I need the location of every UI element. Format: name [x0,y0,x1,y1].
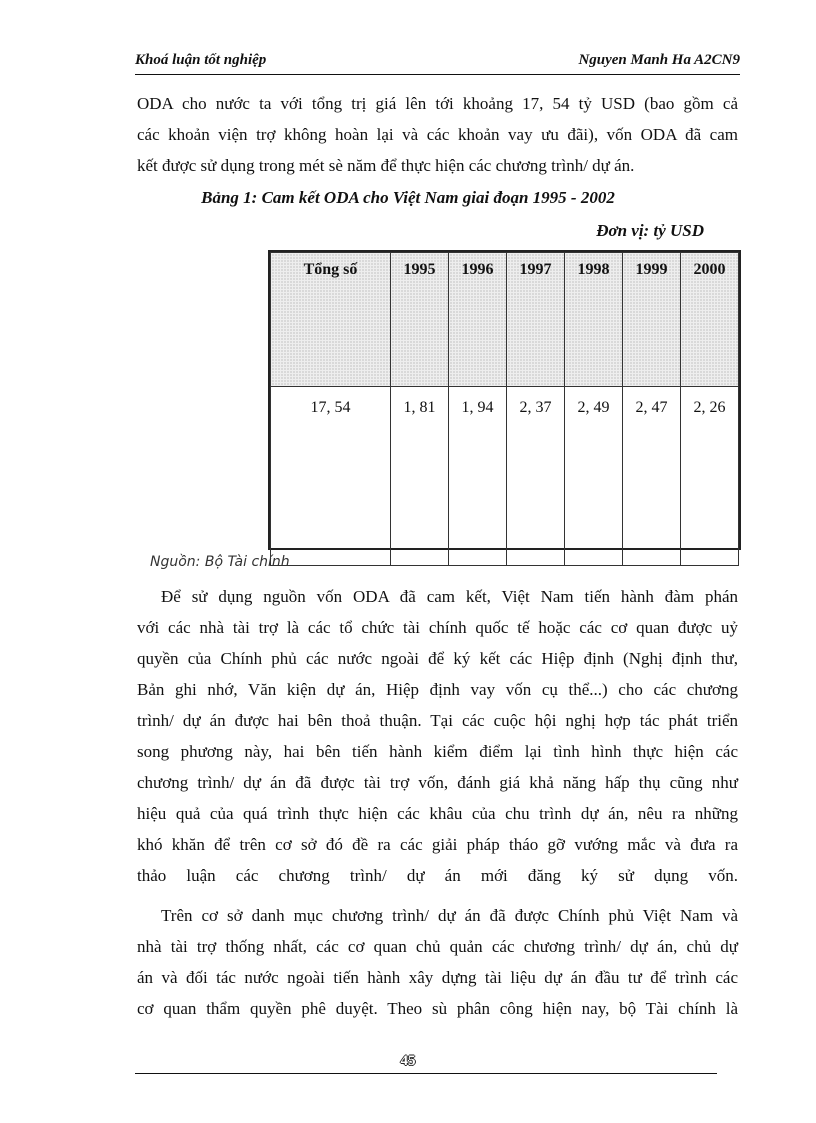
value-cell: 2, 47 [623,387,681,566]
table-header-row [271,253,739,387]
header-cell-year: 1999 [623,253,681,387]
text-line: khó khăn để trên cơ sở đó đề ra các giải pháp tháo gỡ vướng mắc và đưa ra [137,835,738,854]
text-line: hiệu quả của quá trình thực hiện các khâu của chu trình dự án, nêu ra những [137,804,738,823]
text-line: án và đối tác nước ngoài tiến hành xây dựng tài liệu dự án đầu tư để trình các [137,968,738,987]
text-line: cơ quan thẩm quyền phê duyệt. Theo sù phân công hiện nay, bộ Tài chính là [137,999,738,1018]
text-line: chương trình/ dự án đã được tài trợ vốn, đánh giá khả năng hấp thụ cũng như [137,773,738,792]
table-row [271,387,739,566]
body-paragraph-1 [137,581,738,891]
header-cell-year: 1996 [449,253,507,387]
header-cell-total: Tổng số [271,253,391,387]
text-line: Trên cơ sở danh mục chương trình/ dự án đã được Chính phủ Việt Nam và [161,906,738,925]
text-line: trình/ dự án được hai bên thoả thuận. Tại các cuộc hội nghị hợp tác phát triển [137,711,738,730]
header-cell-year: 2000 [681,253,739,387]
text-line: Bản ghi nhớ, Văn kiện dự án, Hiệp định vay vốn cụ thể...) cho các chương [137,680,738,699]
value-cell: 1, 81 [391,387,449,566]
footer-divider [135,1073,717,1074]
text-line: nhà tài trợ thống nhất, các cơ quan chủ quản các chương trình/ dự án, chủ dự [137,937,738,956]
header-thesis-title: Khoá luận tốt nghiệp [135,52,267,68]
header-cell-year: 1997 [507,253,565,387]
value-cell: 1, 94 [449,387,507,566]
text-line: song phương này, hai bên tiến hành kiểm điểm lại tình hình thực hiện các [137,742,738,761]
page-number: 45 [400,1053,416,1069]
text-line: Để sử dụng nguồn vốn ODA đã cam kết, Việt Nam tiến hành đàm phán [161,587,738,606]
value-cell-total: 17, 54 [271,387,391,566]
intro-paragraph [137,88,738,181]
page-header [135,50,740,75]
text-line: các khoản viện trợ không hoàn lại và các khoản vay ưu đãi), vốn ODA đã cam [137,125,738,144]
header-cell-year: 1998 [565,253,623,387]
text-line: kết được sử dụng trong mét sè năm để thực hiện các chương trình/ dự án. [137,156,635,175]
oda-table [268,250,741,550]
text-line: với các nhà tài trợ là các tổ chức tài chính quốc tế hoặc các cơ quan được uỷ [137,618,738,637]
text-line: ODA cho nước ta với tổng trị giá lên tới khoảng 17, 54 tỷ USD (bao gồm cả [137,94,738,113]
value-cell: 2, 26 [681,387,739,566]
table-unit: Đơn vị: tỷ USD [596,221,704,240]
value-cell: 2, 49 [565,387,623,566]
header-cell-year: 1995 [391,253,449,387]
table-caption: Bảng 1: Cam kết ODA cho Việt Nam giai đoạn 1995 - 2002 [201,188,615,207]
text-line: quyền của Chính phủ các nước ngoài để ký kết các Hiệp định (Nghị định thư, [137,649,738,668]
table-source: Nguồn: Bộ Tài chính [150,554,290,570]
header-author: Nguyen Manh Ha A2CN9 [578,52,740,68]
text-line: thảo luận các chương trình/ dự án mới đăng ký sử dụng vốn. [137,866,738,885]
body-paragraph-2 [137,900,738,1024]
value-cell: 2, 37 [507,387,565,566]
